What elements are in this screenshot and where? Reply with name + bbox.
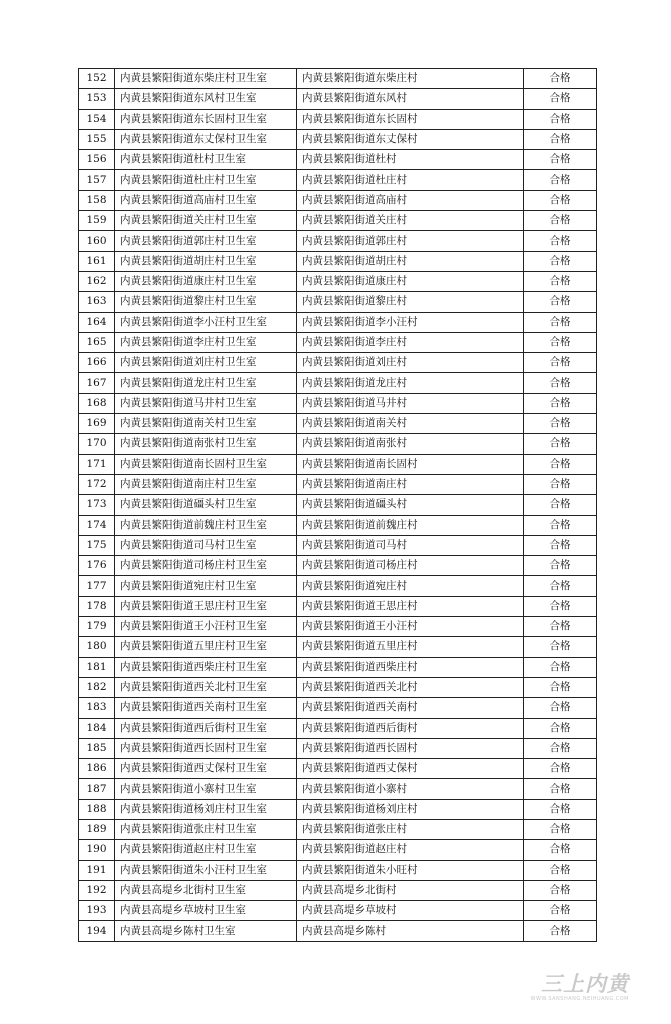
watermark-logo xyxy=(531,968,630,1002)
unit-name-cell: 内黄县繁阳街道西关北村卫生室 xyxy=(115,677,297,697)
result-cell: 合格 xyxy=(524,698,597,718)
table-row xyxy=(79,434,597,454)
unit-name-cell: 内黄县繁阳街道南庄村卫生室 xyxy=(115,474,297,494)
row-number-cell: 192 xyxy=(79,880,115,900)
result-cell: 合格 xyxy=(524,271,597,291)
unit-name-cell: 内黄县繁阳街道西关南村卫生室 xyxy=(115,698,297,718)
table-row xyxy=(79,657,597,677)
row-number-cell: 186 xyxy=(79,759,115,779)
address-cell: 内黄县繁阳街道刘庄村 xyxy=(297,353,524,373)
result-cell: 合格 xyxy=(524,231,597,251)
table-row xyxy=(79,556,597,576)
unit-name-cell: 内黄县繁阳街道南关村卫生室 xyxy=(115,414,297,434)
unit-name-cell: 内黄县繁阳街道王思庄村卫生室 xyxy=(115,596,297,616)
unit-name-cell: 内黄县繁阳街道东丈保村卫生室 xyxy=(115,129,297,149)
table-row xyxy=(79,617,597,637)
result-cell: 合格 xyxy=(524,596,597,616)
table-row xyxy=(79,738,597,758)
unit-name-cell: 内黄县繁阳街道郭庄村卫生室 xyxy=(115,231,297,251)
row-number-cell: 176 xyxy=(79,556,115,576)
row-number-cell: 158 xyxy=(79,190,115,210)
unit-name-cell: 内黄县繁阳街道胡庄村卫生室 xyxy=(115,251,297,271)
address-cell: 内黄县繁阳街道黎庄村 xyxy=(297,292,524,312)
result-cell: 合格 xyxy=(524,921,597,941)
address-cell: 内黄县繁阳街道南关村 xyxy=(297,414,524,434)
unit-name-cell: 内黄县高堤乡陈村卫生室 xyxy=(115,921,297,941)
row-number-cell: 190 xyxy=(79,840,115,860)
table-row xyxy=(79,495,597,515)
row-number-cell: 181 xyxy=(79,657,115,677)
inspection-results-table-container xyxy=(78,68,590,942)
table-row xyxy=(79,190,597,210)
address-cell: 内黄县繁阳街道司杨庄村 xyxy=(297,556,524,576)
unit-name-cell: 内黄县繁阳街道王小汪村卫生室 xyxy=(115,617,297,637)
unit-name-cell: 内黄县高堤乡北街村卫生室 xyxy=(115,880,297,900)
row-number-cell: 178 xyxy=(79,596,115,616)
address-cell: 内黄县繁阳街道东风村 xyxy=(297,89,524,109)
row-number-cell: 159 xyxy=(79,211,115,231)
result-cell: 合格 xyxy=(524,576,597,596)
address-cell: 内黄县繁阳街道司马村 xyxy=(297,535,524,555)
unit-name-cell: 内黄县繁阳街道前魏庄村卫生室 xyxy=(115,515,297,535)
table-row xyxy=(79,474,597,494)
row-number-cell: 193 xyxy=(79,901,115,921)
table-row xyxy=(79,69,597,89)
result-cell: 合格 xyxy=(524,190,597,210)
row-number-cell: 167 xyxy=(79,373,115,393)
table-row xyxy=(79,353,597,373)
unit-name-cell: 内黄县繁阳街道西后街村卫生室 xyxy=(115,718,297,738)
unit-name-cell: 内黄县繁阳街道礓头村卫生室 xyxy=(115,495,297,515)
address-cell: 内黄县繁阳街道李小汪村 xyxy=(297,312,524,332)
table-row xyxy=(79,901,597,921)
address-cell: 内黄县繁阳街道五里庄村 xyxy=(297,637,524,657)
table-row xyxy=(79,677,597,697)
result-cell: 合格 xyxy=(524,759,597,779)
unit-name-cell: 内黄县繁阳街道高庙村卫生室 xyxy=(115,190,297,210)
address-cell: 内黄县繁阳街道龙庄村 xyxy=(297,373,524,393)
table-row xyxy=(79,109,597,129)
address-cell: 内黄县高堤乡草坡村 xyxy=(297,901,524,921)
table-row xyxy=(79,840,597,860)
table-row xyxy=(79,880,597,900)
result-cell: 合格 xyxy=(524,515,597,535)
address-cell: 内黄县繁阳街道西关北村 xyxy=(297,677,524,697)
table-row xyxy=(79,373,597,393)
address-cell: 内黄县繁阳街道礓头村 xyxy=(297,495,524,515)
unit-name-cell: 内黄县繁阳街道刘庄村卫生室 xyxy=(115,353,297,373)
address-cell: 内黄县繁阳街道南长固村 xyxy=(297,454,524,474)
address-cell: 内黄县繁阳街道西柴庄村 xyxy=(297,657,524,677)
unit-name-cell: 内黄县繁阳街道西丈保村卫生室 xyxy=(115,759,297,779)
result-cell: 合格 xyxy=(524,129,597,149)
table-row xyxy=(79,454,597,474)
address-cell: 内黄县繁阳街道东长固村 xyxy=(297,109,524,129)
table-row xyxy=(79,921,597,941)
table-row xyxy=(79,231,597,251)
address-cell: 内黄县繁阳街道马井村 xyxy=(297,393,524,413)
row-number-cell: 182 xyxy=(79,677,115,697)
row-number-cell: 171 xyxy=(79,454,115,474)
result-cell: 合格 xyxy=(524,170,597,190)
address-cell: 内黄县繁阳街道张庄村 xyxy=(297,819,524,839)
row-number-cell: 161 xyxy=(79,251,115,271)
row-number-cell: 189 xyxy=(79,819,115,839)
result-cell: 合格 xyxy=(524,414,597,434)
unit-name-cell: 内黄县繁阳街道黎庄村卫生室 xyxy=(115,292,297,312)
row-number-cell: 191 xyxy=(79,860,115,880)
unit-name-cell: 内黄县繁阳街道李庄村卫生室 xyxy=(115,332,297,352)
address-cell: 内黄县繁阳街道郭庄村 xyxy=(297,231,524,251)
unit-name-cell: 内黄县繁阳街道康庄村卫生室 xyxy=(115,271,297,291)
unit-name-cell: 内黄县繁阳街道东风村卫生室 xyxy=(115,89,297,109)
table-row xyxy=(79,759,597,779)
result-cell: 合格 xyxy=(524,312,597,332)
row-number-cell: 174 xyxy=(79,515,115,535)
table-row xyxy=(79,799,597,819)
address-cell: 内黄县繁阳街道小寨村 xyxy=(297,779,524,799)
inspection-results-table xyxy=(78,68,597,942)
address-cell: 内黄县繁阳街道关庄村 xyxy=(297,211,524,231)
address-cell: 内黄县繁阳街道康庄村 xyxy=(297,271,524,291)
address-cell: 内黄县繁阳街道西丈保村 xyxy=(297,759,524,779)
row-number-cell: 153 xyxy=(79,89,115,109)
unit-name-cell: 内黄县繁阳街道朱小汪村卫生室 xyxy=(115,860,297,880)
result-cell: 合格 xyxy=(524,860,597,880)
result-cell: 合格 xyxy=(524,474,597,494)
result-cell: 合格 xyxy=(524,434,597,454)
row-number-cell: 185 xyxy=(79,738,115,758)
unit-name-cell: 内黄县繁阳街道五里庄村卫生室 xyxy=(115,637,297,657)
result-cell: 合格 xyxy=(524,738,597,758)
unit-name-cell: 内黄县繁阳街道李小汪村卫生室 xyxy=(115,312,297,332)
result-cell: 合格 xyxy=(524,454,597,474)
watermark-title: 三上内黄 xyxy=(541,972,629,996)
unit-name-cell: 内黄县繁阳街道杜庄村卫生室 xyxy=(115,170,297,190)
row-number-cell: 162 xyxy=(79,271,115,291)
table-row xyxy=(79,718,597,738)
watermark-subtitle: WWW.SANSHANG.NEIHUANG.COM xyxy=(530,996,629,1002)
row-number-cell: 180 xyxy=(79,637,115,657)
address-cell: 内黄县繁阳街道宛庄村 xyxy=(297,576,524,596)
address-cell: 内黄县繁阳街道朱小旺村 xyxy=(297,860,524,880)
unit-name-cell: 内黄县繁阳街道东长固村卫生室 xyxy=(115,109,297,129)
row-number-cell: 170 xyxy=(79,434,115,454)
result-cell: 合格 xyxy=(524,292,597,312)
address-cell: 内黄县繁阳街道杜庄村 xyxy=(297,170,524,190)
result-cell: 合格 xyxy=(524,819,597,839)
result-cell: 合格 xyxy=(524,109,597,129)
address-cell: 内黄县繁阳街道王小汪村 xyxy=(297,617,524,637)
address-cell: 内黄县繁阳街道南庄村 xyxy=(297,474,524,494)
address-cell: 内黄县繁阳街道东柴庄村 xyxy=(297,69,524,89)
unit-name-cell: 内黄县繁阳街道杜村卫生室 xyxy=(115,150,297,170)
unit-name-cell: 内黄县繁阳街道赵庄村卫生室 xyxy=(115,840,297,860)
row-number-cell: 179 xyxy=(79,617,115,637)
unit-name-cell: 内黄县繁阳街道司马村卫生室 xyxy=(115,535,297,555)
row-number-cell: 168 xyxy=(79,393,115,413)
result-cell: 合格 xyxy=(524,657,597,677)
unit-name-cell: 内黄县繁阳街道关庄村卫生室 xyxy=(115,211,297,231)
table-row xyxy=(79,89,597,109)
address-cell: 内黄县繁阳街道东丈保村 xyxy=(297,129,524,149)
row-number-cell: 163 xyxy=(79,292,115,312)
row-number-cell: 177 xyxy=(79,576,115,596)
table-row xyxy=(79,129,597,149)
table-row xyxy=(79,332,597,352)
table-row xyxy=(79,535,597,555)
row-number-cell: 194 xyxy=(79,921,115,941)
unit-name-cell: 内黄县繁阳街道南长固村卫生室 xyxy=(115,454,297,474)
row-number-cell: 173 xyxy=(79,495,115,515)
table-row xyxy=(79,576,597,596)
unit-name-cell: 内黄县繁阳街道杨刘庄村卫生室 xyxy=(115,799,297,819)
row-number-cell: 187 xyxy=(79,779,115,799)
address-cell: 内黄县高堤乡陈村 xyxy=(297,921,524,941)
address-cell: 内黄县繁阳街道赵庄村 xyxy=(297,840,524,860)
table-row xyxy=(79,779,597,799)
table-row xyxy=(79,312,597,332)
unit-name-cell: 内黄县繁阳街道马井村卫生室 xyxy=(115,393,297,413)
table-row xyxy=(79,515,597,535)
result-cell: 合格 xyxy=(524,495,597,515)
table-row xyxy=(79,211,597,231)
result-cell: 合格 xyxy=(524,637,597,657)
table-row xyxy=(79,292,597,312)
unit-name-cell: 内黄县高堤乡草坡村卫生室 xyxy=(115,901,297,921)
row-number-cell: 157 xyxy=(79,170,115,190)
row-number-cell: 155 xyxy=(79,129,115,149)
row-number-cell: 184 xyxy=(79,718,115,738)
unit-name-cell: 内黄县繁阳街道宛庄村卫生室 xyxy=(115,576,297,596)
address-cell: 内黄县繁阳街道西关南村 xyxy=(297,698,524,718)
row-number-cell: 183 xyxy=(79,698,115,718)
unit-name-cell: 内黄县繁阳街道南张村卫生室 xyxy=(115,434,297,454)
result-cell: 合格 xyxy=(524,69,597,89)
result-cell: 合格 xyxy=(524,251,597,271)
result-cell: 合格 xyxy=(524,535,597,555)
address-cell: 内黄县高堤乡北街村 xyxy=(297,880,524,900)
unit-name-cell: 内黄县繁阳街道西长固村卫生室 xyxy=(115,738,297,758)
table-row xyxy=(79,170,597,190)
row-number-cell: 154 xyxy=(79,109,115,129)
row-number-cell: 169 xyxy=(79,414,115,434)
table-row xyxy=(79,393,597,413)
table-row xyxy=(79,596,597,616)
result-cell: 合格 xyxy=(524,779,597,799)
unit-name-cell: 内黄县繁阳街道张庄村卫生室 xyxy=(115,819,297,839)
table-row xyxy=(79,414,597,434)
table-row xyxy=(79,860,597,880)
table-body xyxy=(79,69,597,942)
result-cell: 合格 xyxy=(524,617,597,637)
result-cell: 合格 xyxy=(524,799,597,819)
result-cell: 合格 xyxy=(524,556,597,576)
address-cell: 内黄县繁阳街道王思庄村 xyxy=(297,596,524,616)
address-cell: 内黄县繁阳街道南张村 xyxy=(297,434,524,454)
row-number-cell: 156 xyxy=(79,150,115,170)
unit-name-cell: 内黄县繁阳街道小寨村卫生室 xyxy=(115,779,297,799)
table-row xyxy=(79,271,597,291)
address-cell: 内黄县繁阳街道李庄村 xyxy=(297,332,524,352)
unit-name-cell: 内黄县繁阳街道东柴庄村卫生室 xyxy=(115,69,297,89)
result-cell: 合格 xyxy=(524,211,597,231)
result-cell: 合格 xyxy=(524,332,597,352)
result-cell: 合格 xyxy=(524,89,597,109)
row-number-cell: 152 xyxy=(79,69,115,89)
result-cell: 合格 xyxy=(524,393,597,413)
unit-name-cell: 内黄县繁阳街道西柴庄村卫生室 xyxy=(115,657,297,677)
address-cell: 内黄县繁阳街道前魏庄村 xyxy=(297,515,524,535)
table-row xyxy=(79,819,597,839)
result-cell: 合格 xyxy=(524,880,597,900)
address-cell: 内黄县繁阳街道西后街村 xyxy=(297,718,524,738)
result-cell: 合格 xyxy=(524,718,597,738)
row-number-cell: 175 xyxy=(79,535,115,555)
unit-name-cell: 内黄县繁阳街道龙庄村卫生室 xyxy=(115,373,297,393)
address-cell: 内黄县繁阳街道杨刘庄村 xyxy=(297,799,524,819)
result-cell: 合格 xyxy=(524,353,597,373)
row-number-cell: 188 xyxy=(79,799,115,819)
address-cell: 内黄县繁阳街道胡庄村 xyxy=(297,251,524,271)
table-row xyxy=(79,698,597,718)
row-number-cell: 164 xyxy=(79,312,115,332)
result-cell: 合格 xyxy=(524,677,597,697)
table-row xyxy=(79,150,597,170)
row-number-cell: 165 xyxy=(79,332,115,352)
unit-name-cell: 内黄县繁阳街道司杨庄村卫生室 xyxy=(115,556,297,576)
result-cell: 合格 xyxy=(524,150,597,170)
address-cell: 内黄县繁阳街道杜村 xyxy=(297,150,524,170)
result-cell: 合格 xyxy=(524,901,597,921)
address-cell: 内黄县繁阳街道高庙村 xyxy=(297,190,524,210)
result-cell: 合格 xyxy=(524,373,597,393)
table-row xyxy=(79,251,597,271)
address-cell: 内黄县繁阳街道西长固村 xyxy=(297,738,524,758)
result-cell: 合格 xyxy=(524,840,597,860)
row-number-cell: 172 xyxy=(79,474,115,494)
row-number-cell: 160 xyxy=(79,231,115,251)
row-number-cell: 166 xyxy=(79,353,115,373)
table-row xyxy=(79,637,597,657)
